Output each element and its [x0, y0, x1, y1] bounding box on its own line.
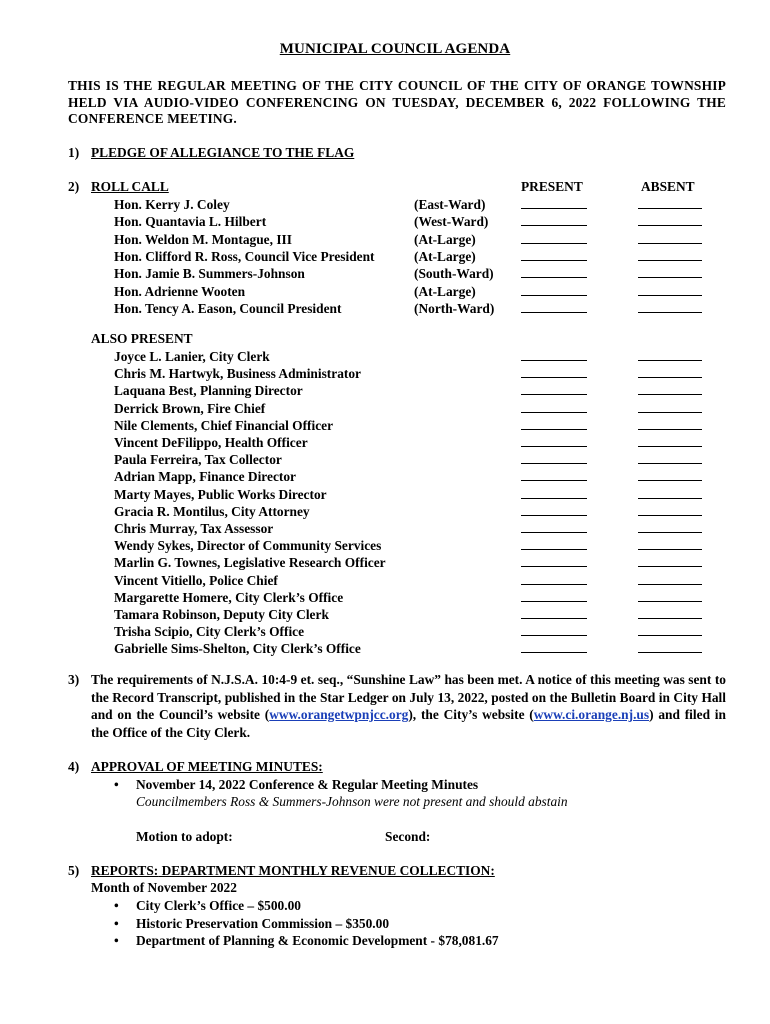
- member-name: Hon. Clifford R. Ross, Council Vice President: [114, 248, 375, 264]
- section-3-number: 3): [68, 672, 80, 687]
- also-present-row: [0, 468, 710, 485]
- section-4-number: 4): [68, 759, 80, 774]
- roll-call-row: [0, 300, 710, 317]
- staff-name: Gabrielle Sims-Shelton, City Clerk’s Office: [114, 641, 361, 657]
- present-blank-line[interactable]: [521, 312, 587, 313]
- also-present-row: [0, 640, 710, 657]
- staff-name: Vincent DeFilippo, Health Officer: [114, 435, 308, 450]
- minutes-item: November 14, 2022 Conference & Regular Meeting Minutes: [136, 777, 479, 792]
- staff-name: Joyce L. Lanier, City Clerk: [114, 349, 270, 364]
- staff-name: Chris Murray, Tax Assessor: [114, 521, 274, 536]
- intro-paragraph: THIS IS THE REGULAR MEETING OF THE CITY COUNCIL OF THE CITY OF ORANGE TOWNSHIP HELD VIA AUDIO-VIDEO CONFERENCING ON TUESDAY, DECEMBER 6, 2022 FOLLOWING THE CONFERENCE MEETING.: [68, 78, 726, 127]
- sunshine-text-a: The requirements of N.J.S.A. 10:4-9 et. seq., “Sunshine Law” has been met. A notice of this meeting was sent to the Record Transcript, published in the Star Ledger on July 13, 2022, posted on the Bulletin Board in City Hall and on the Council’s website (: [91, 672, 726, 723]
- motion-label: Motion to adopt:: [136, 829, 233, 844]
- staff-name: Tamara Robinson, Deputy City Clerk: [114, 607, 329, 622]
- roll-call-row: [0, 196, 710, 213]
- also-present-row: [0, 365, 710, 382]
- also-present-row: [0, 503, 710, 520]
- present-blank-line[interactable]: [521, 277, 587, 278]
- also-present-row: [0, 520, 710, 537]
- month-label: Month of November 2022: [91, 880, 237, 895]
- absent-blank-line[interactable]: [638, 498, 702, 499]
- abstain-note: Councilmembers Ross & Summers-Johnson were not present and should abstain: [136, 794, 568, 809]
- member-ward: (At-Large): [414, 248, 476, 264]
- sunshine-law-paragraph: [91, 671, 726, 741]
- reports-label: REPORTS:: [91, 863, 159, 878]
- revenue-heading: DEPARTMENT MONTHLY REVENUE COLLECTION:: [158, 863, 495, 878]
- absent-blank-line[interactable]: [638, 463, 702, 464]
- staff-name: Nile Clements, Chief Financial Officer: [114, 417, 334, 433]
- absent-blank-line[interactable]: [638, 532, 702, 533]
- revenue-item: Department of Planning & Economic Development - $78,081.67: [136, 933, 499, 948]
- staff-name: Marty Mayes, Public Works Director: [114, 486, 327, 502]
- staff-name: Margarette Homere, City Clerk’s Office: [114, 589, 344, 605]
- present-blank-line[interactable]: [521, 377, 587, 378]
- also-present-row: [0, 554, 710, 571]
- present-blank-line[interactable]: [521, 412, 587, 413]
- absent-blank-line[interactable]: [638, 652, 702, 653]
- absent-blank-line[interactable]: [638, 225, 702, 226]
- present-blank-line[interactable]: [521, 360, 587, 361]
- member-name: Hon. Jamie B. Summers-Johnson: [114, 266, 305, 282]
- member-name: Hon. Adrienne Wooten: [114, 283, 246, 299]
- present-blank-line[interactable]: [521, 463, 587, 464]
- absent-blank-line[interactable]: [638, 295, 702, 296]
- absent-blank-line[interactable]: [638, 412, 702, 413]
- absent-blank-line[interactable]: [638, 312, 702, 313]
- also-present-row: [0, 382, 710, 399]
- present-blank-line[interactable]: [521, 532, 587, 533]
- present-blank-line[interactable]: [521, 652, 587, 653]
- absent-blank-line[interactable]: [638, 635, 702, 636]
- absent-column-header: ABSENT: [641, 179, 695, 194]
- council-website-link[interactable]: www.orangetwpnjcc.org: [269, 707, 409, 723]
- absent-blank-line[interactable]: [638, 549, 702, 550]
- present-blank-line[interactable]: [521, 446, 587, 447]
- present-blank-line[interactable]: [521, 429, 587, 430]
- present-blank-line[interactable]: [521, 635, 587, 636]
- absent-blank-line[interactable]: [638, 584, 702, 585]
- present-blank-line[interactable]: [521, 225, 587, 226]
- also-present-row: [0, 486, 710, 503]
- also-present-row: [0, 348, 710, 365]
- present-blank-line[interactable]: [521, 584, 587, 585]
- present-blank-line[interactable]: [521, 601, 587, 602]
- also-present-row: [0, 606, 710, 623]
- section-2-heading: ROLL CALL: [91, 179, 169, 194]
- also-present-row: [0, 623, 710, 640]
- present-blank-line[interactable]: [521, 618, 587, 619]
- staff-name: Derrick Brown, Fire Chief: [114, 400, 266, 416]
- revenue-item: Historic Preservation Commission – $350.00: [136, 915, 390, 931]
- member-ward: (South-Ward): [414, 266, 494, 282]
- also-present-row: [0, 589, 710, 606]
- revenue-item: City Clerk’s Office – $500.00: [136, 898, 301, 913]
- section-2-number: 2): [68, 179, 80, 194]
- section-4-heading: APPROVAL OF MEETING MINUTES:: [91, 759, 323, 774]
- roll-call-row: [0, 213, 710, 230]
- roll-call-row: [0, 283, 710, 300]
- absent-blank-line[interactable]: [638, 480, 702, 481]
- roll-call-row: [0, 265, 710, 282]
- staff-name: Gracia R. Montilus, City Attorney: [114, 503, 310, 519]
- staff-name: Paula Ferreira, Tax Collector: [114, 452, 282, 468]
- absent-blank-line[interactable]: [638, 243, 702, 244]
- also-present-row: [0, 400, 710, 417]
- roll-call-row: [0, 231, 710, 248]
- also-present-row: [0, 434, 710, 451]
- sunshine-text-c: ) and filed in the Office of the City Clerk.: [91, 707, 726, 740]
- member-ward: (West-Ward): [414, 214, 489, 230]
- absent-blank-line[interactable]: [638, 429, 702, 430]
- section-1-number: 1): [68, 145, 80, 160]
- section-5-heading: [91, 862, 495, 879]
- absent-blank-line[interactable]: [638, 566, 702, 567]
- also-present-row: [0, 572, 710, 589]
- bullet-icon: •: [114, 915, 119, 931]
- staff-name: Trisha Scipio, City Clerk’s Office: [114, 624, 305, 640]
- staff-name: Wendy Sykes, Director of Community Services: [114, 538, 382, 554]
- staff-name: Laquana Best, Planning Director: [114, 383, 303, 399]
- absent-blank-line[interactable]: [638, 260, 702, 261]
- bullet-icon: •: [114, 933, 119, 948]
- bullet-icon: •: [114, 898, 119, 913]
- member-name: Hon. Kerry J. Coley: [114, 197, 230, 212]
- also-present-row: [0, 537, 710, 554]
- present-blank-line[interactable]: [521, 549, 587, 550]
- member-name: Hon. Quantavia L. Hilbert: [114, 214, 267, 230]
- member-ward: (At-Large): [414, 231, 476, 247]
- absent-blank-line[interactable]: [638, 618, 702, 619]
- absent-blank-line[interactable]: [638, 601, 702, 602]
- present-blank-line[interactable]: [521, 394, 587, 395]
- present-blank-line[interactable]: [521, 295, 587, 296]
- also-present-row: [0, 417, 710, 434]
- absent-blank-line[interactable]: [638, 208, 702, 209]
- staff-name: Vincent Vitiello, Police Chief: [114, 572, 278, 588]
- absent-blank-line[interactable]: [638, 360, 702, 361]
- city-website-link[interactable]: www.ci.orange.nj.us: [533, 707, 650, 723]
- present-blank-line[interactable]: [521, 498, 587, 499]
- member-ward: (At-Large): [414, 283, 476, 299]
- present-blank-line[interactable]: [521, 515, 587, 516]
- absent-blank-line[interactable]: [638, 277, 702, 278]
- present-blank-line[interactable]: [521, 480, 587, 481]
- roll-call-row: [0, 248, 710, 265]
- absent-blank-line[interactable]: [638, 377, 702, 378]
- section-5-number: 5): [68, 863, 80, 878]
- present-blank-line[interactable]: [521, 243, 587, 244]
- second-label: Second:: [385, 829, 431, 844]
- absent-blank-line[interactable]: [638, 515, 702, 516]
- staff-name: Adrian Mapp, Finance Director: [114, 469, 296, 485]
- also-present-heading: ALSO PRESENT: [91, 331, 193, 346]
- present-blank-line[interactable]: [521, 260, 587, 261]
- bullet-icon: •: [114, 777, 119, 792]
- member-ward: (North-Ward): [414, 300, 495, 316]
- sunshine-text-b: ), the City’s website (: [408, 707, 534, 723]
- page-title: MUNICIPAL COUNCIL AGENDA: [279, 41, 511, 57]
- present-column-header: PRESENT: [521, 179, 583, 194]
- section-1-heading: PLEDGE OF ALLEGIANCE TO THE FLAG: [91, 145, 355, 160]
- present-blank-line[interactable]: [521, 208, 587, 209]
- present-blank-line[interactable]: [521, 566, 587, 567]
- absent-blank-line[interactable]: [638, 446, 702, 447]
- member-name: Hon. Tency A. Eason, Council President: [114, 300, 342, 316]
- also-present-row: [0, 451, 710, 468]
- staff-name: Marlin G. Townes, Legislative Research Officer: [114, 555, 386, 571]
- member-name: Hon. Weldon M. Montague, III: [114, 231, 292, 247]
- member-ward: (East-Ward): [414, 197, 486, 212]
- absent-blank-line[interactable]: [638, 394, 702, 395]
- staff-name: Chris M. Hartwyk, Business Administrator: [114, 366, 361, 382]
